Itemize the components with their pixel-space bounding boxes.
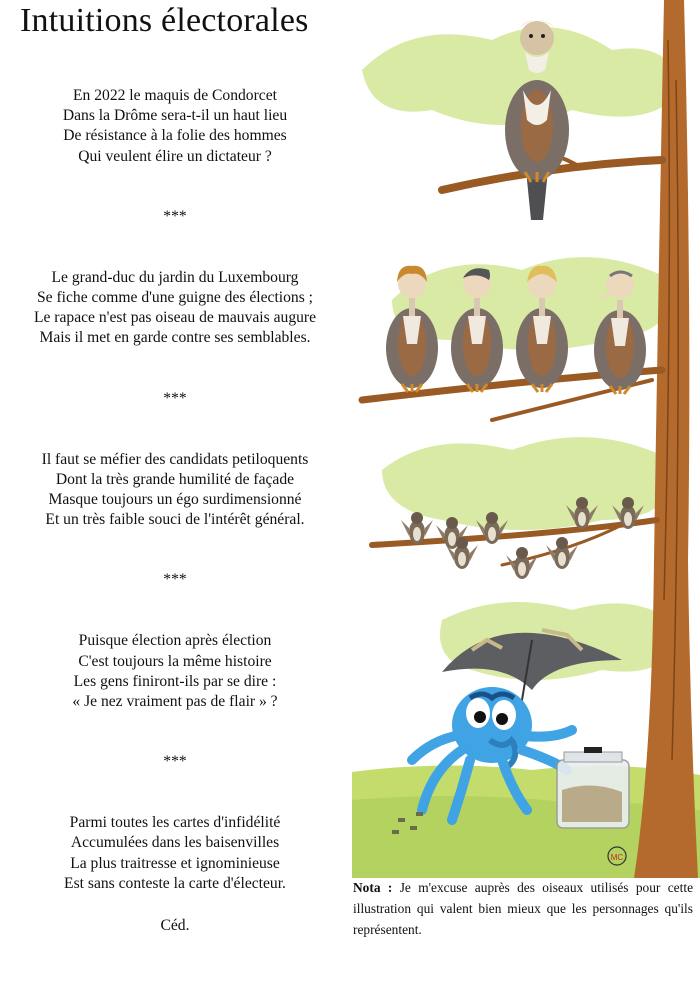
verse-line: Puisque élection après élection [78, 632, 272, 650]
verse-line: La plus traitresse et ignominieuse [70, 854, 280, 872]
signature: Céd. [160, 917, 190, 935]
stanza-1 [0, 86, 350, 167]
stanza-separator: *** [163, 389, 187, 407]
verse-line: Qui veulent élire un dictateur ? [78, 147, 272, 165]
stanza-separator: *** [163, 571, 187, 589]
stanza-5 [0, 813, 350, 894]
verse-line: Se fiche comme d'une guigne des élections ; [36, 289, 314, 307]
verse-line: Le rapace n'est pas oiseau de mauvais augure [33, 309, 317, 327]
illustration [352, 0, 700, 878]
verse-line: Est sans conteste la carte d'électeur. [64, 874, 286, 892]
verse-line: « Je nez vraiment pas de flair » ? [72, 693, 278, 711]
stanza-separator: *** [163, 753, 187, 771]
verse-line: Masque toujours un égo surdimensionné [48, 491, 302, 509]
nota-label: Nota : [353, 880, 393, 895]
poem [0, 86, 350, 952]
stanza-2 [0, 268, 350, 349]
page-title: Intuitions électorales [20, 2, 309, 39]
verse-line: Les gens finiront-ils par se dire : [73, 672, 277, 690]
verse-line: Il faut se méfier des candidats petiloquents [41, 450, 309, 468]
svg-text:MC: MC [610, 853, 624, 862]
verse-line: Et un très faible souci de l'intérêt général. [45, 511, 305, 529]
verse-line: En 2022 le maquis de Condorcet [73, 87, 277, 104]
verse-line: De résistance à la folie des hommes [63, 127, 287, 145]
verse-line: Dont la très grande humilité de façade [55, 470, 295, 488]
stanza-3 [0, 450, 350, 531]
stanza-4 [0, 631, 350, 712]
stanza-separator: *** [163, 207, 187, 225]
nota-text: Je m'excuse auprès des oiseaux utilisés pour cette illustration qui valent bien mieux que les personnages qu'ils représentent. [353, 880, 694, 937]
tree-trunk [634, 0, 698, 878]
verse-line: Dans la Drôme sera-t-il un haut lieu [62, 107, 288, 125]
nota-note [353, 877, 693, 940]
verse-line: Accumulées dans les baisenvilles [70, 834, 280, 852]
ballot-box [557, 747, 629, 828]
verse-line: Mais il met en garde contre ses semblables. [39, 329, 311, 347]
verse-line: Parmi toutes les cartes d'infidélité [69, 814, 281, 832]
verse-line: C'est toujours la même histoire [78, 652, 272, 670]
verse-line: Le grand-duc du jardin du Luxembourg [51, 268, 299, 286]
